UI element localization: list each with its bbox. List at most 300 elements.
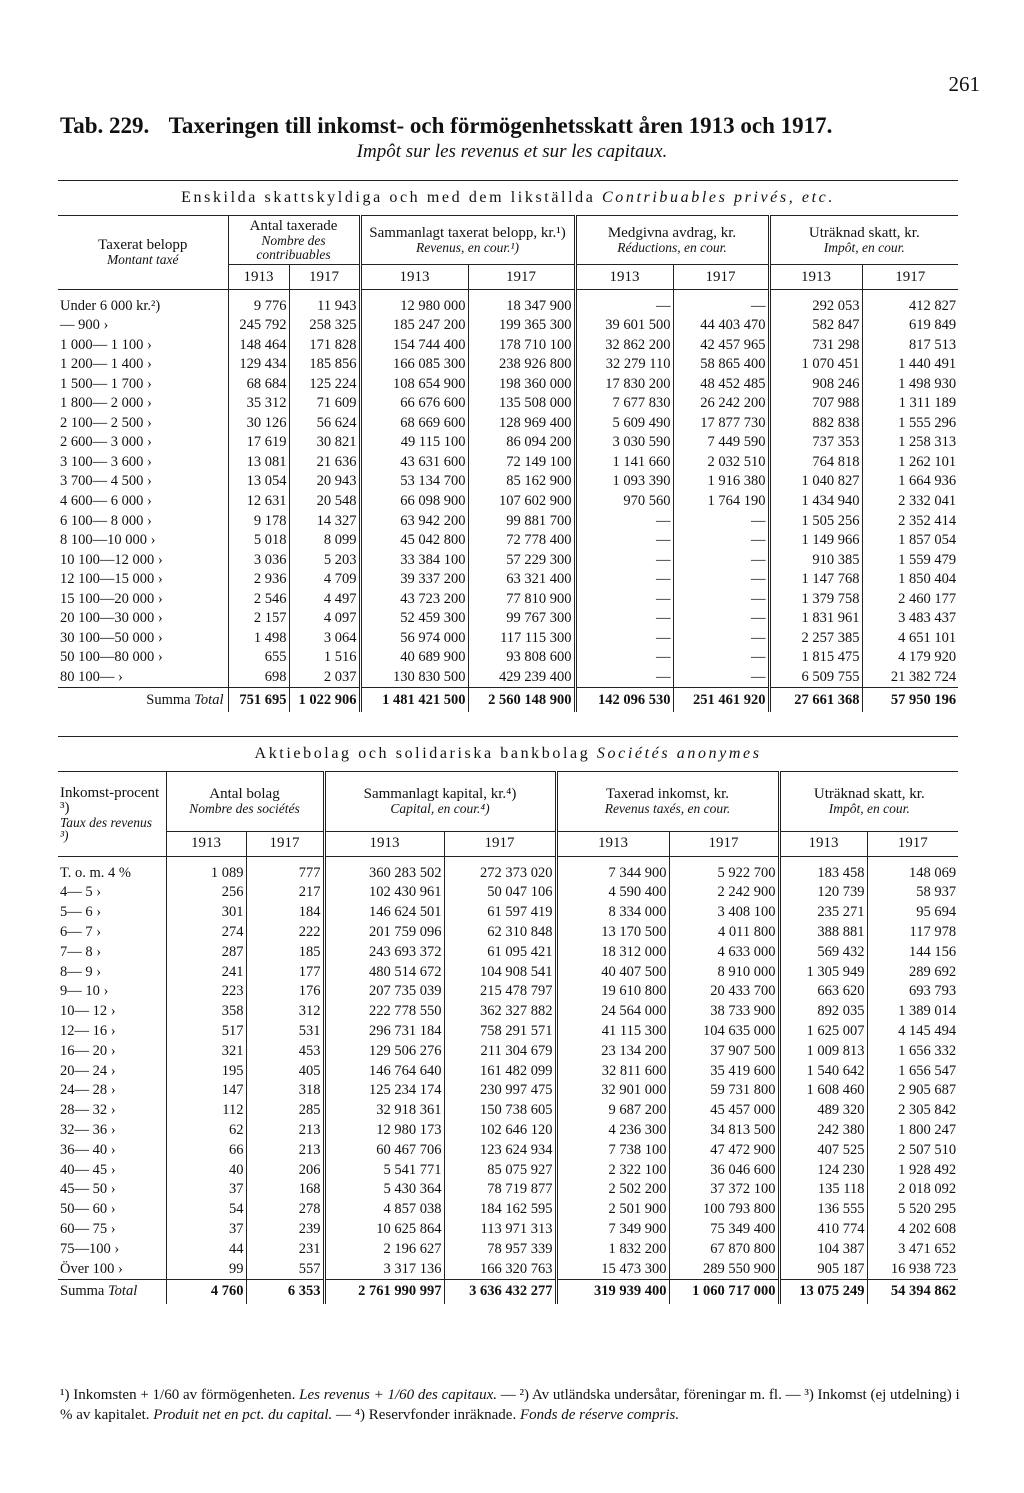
table-cell: 1 664 936: [862, 472, 958, 492]
table-cell: 146 624 501: [324, 903, 444, 923]
table-cell: 1 305 949: [779, 962, 867, 982]
year-header: 1913: [769, 265, 862, 290]
table-cell: 321: [166, 1041, 246, 1061]
table-cell: 13 081: [228, 452, 289, 472]
table-cell: 67 870 800: [669, 1239, 779, 1259]
table-cell: 2 905 687: [867, 1081, 958, 1101]
year-header: 1917: [673, 265, 769, 290]
table-cell: 217: [246, 883, 324, 903]
table-cell: 910 385: [769, 550, 862, 570]
table-cell: 1 831 961: [769, 609, 862, 629]
row-label: 50 100—80 000 ›: [60, 649, 163, 666]
year-header: 1917: [468, 265, 575, 290]
table-cell: 731 298: [769, 335, 862, 355]
table-cell: 3 317 136: [324, 1259, 444, 1279]
table-cell: 198 360 000: [468, 374, 575, 394]
table-cell: 296 731 184: [324, 1021, 444, 1041]
table-cell: 15 473 300: [556, 1259, 669, 1279]
table-cell: 10 625 864: [324, 1219, 444, 1239]
footnote-3-fr: Produit net en pct. du capital.: [153, 1407, 333, 1424]
table-cell: 1 089: [166, 857, 246, 883]
table-cell: 1 540 642: [779, 1061, 867, 1081]
table-cell: 12 631: [228, 491, 289, 511]
header-taxed-income: Taxerad inkomst, kr. Revenus taxés, en cour.: [556, 772, 779, 832]
table-cell: 3 408 100: [669, 903, 779, 923]
table-cell: —: [575, 648, 673, 668]
table-cell: —: [673, 609, 769, 629]
table-cell: 242 380: [779, 1120, 867, 1140]
summa-cell: 751 695: [228, 687, 289, 712]
table-row: [58, 883, 958, 903]
table-cell: 37 907 500: [669, 1041, 779, 1061]
table-cell: 78 957 339: [444, 1239, 556, 1259]
table-body: [58, 857, 958, 1280]
table-cell: 93 808 600: [468, 648, 575, 668]
table-cell: 129 434: [228, 355, 289, 375]
table-cell: 1 258 313: [862, 433, 958, 453]
table-cell: 100 793 800: [669, 1200, 779, 1220]
year-header: 1913: [779, 831, 867, 856]
table-cell: 86 094 200: [468, 433, 575, 453]
summa-label: Summa Total: [58, 687, 228, 712]
table-cell: 41 115 300: [556, 1021, 669, 1041]
table-cell: 4 179 920: [862, 648, 958, 668]
table-cell: 58 937: [867, 883, 958, 903]
table-cell: 4 011 800: [669, 922, 779, 942]
table-row: [58, 374, 958, 394]
table-cell: 318: [246, 1081, 324, 1101]
row-label: — 900 ›: [60, 317, 109, 334]
year-header: 1917: [669, 831, 779, 856]
table-cell: 292 053: [769, 290, 862, 316]
table-row: [58, 1101, 958, 1121]
summa-cell: 57 950 196: [862, 687, 958, 712]
header-company-count: Antal bolag Nombre des sociétés: [166, 772, 324, 832]
row-label: 36— 40 ›: [60, 1141, 116, 1158]
year-header: 1913: [324, 831, 444, 856]
table-cell: 1 505 256: [769, 511, 862, 531]
summa-cell: 251 461 920: [673, 687, 769, 712]
row-label: 8— 9 ›: [60, 963, 102, 980]
table-cell: 17 877 730: [673, 413, 769, 433]
table-cell: 35 419 600: [669, 1061, 779, 1081]
table-cell: 48 452 485: [673, 374, 769, 394]
row-label: 5— 6 ›: [60, 904, 102, 921]
table-cell: 59 731 800: [669, 1081, 779, 1101]
table-cell: 154 744 400: [360, 335, 468, 355]
table-cell: 905 187: [779, 1259, 867, 1279]
table-cell: 77 810 900: [468, 589, 575, 609]
table-cell: 44 403 470: [673, 316, 769, 336]
table-row: [58, 857, 958, 883]
table-cell: 557: [246, 1259, 324, 1279]
table-cell: 37 372 100: [669, 1180, 779, 1200]
table-cell: 272 373 020: [444, 857, 556, 883]
table-cell: 1 832 200: [556, 1239, 669, 1259]
row-label: 50— 60 ›: [60, 1201, 116, 1218]
table-cell: 1 434 940: [769, 491, 862, 511]
table-cell: 2 507 510: [867, 1140, 958, 1160]
row-label: 1 200— 1 400 ›: [60, 356, 152, 373]
row-label: 10— 12 ›: [60, 1003, 116, 1020]
table-cell: 99 767 300: [468, 609, 575, 629]
table-cell: 764 818: [769, 452, 862, 472]
summa-cell: 54 394 862: [867, 1279, 958, 1304]
table-cell: 61 597 419: [444, 903, 556, 923]
table-cell: 16 938 723: [867, 1259, 958, 1279]
table-cell: 7 344 900: [556, 857, 669, 883]
header-tax: Uträknad skatt, kr. Impôt, en cour.: [779, 772, 958, 832]
table-cell: 655: [228, 648, 289, 668]
table-companies: [58, 736, 958, 1304]
table-cell: 882 838: [769, 413, 862, 433]
table-cell: 30 821: [289, 433, 360, 453]
table-cell: 68 669 600: [360, 413, 468, 433]
table-row: [58, 982, 958, 1002]
table-cell: 206: [246, 1160, 324, 1180]
row-label: 1 800— 2 000 ›: [60, 395, 152, 412]
table-cell: 5 430 364: [324, 1180, 444, 1200]
table-cell: 569 432: [779, 942, 867, 962]
footnotes: [60, 1385, 960, 1426]
table-cell: 199 365 300: [468, 316, 575, 336]
table-row: [58, 589, 958, 609]
table-cell: 3 030 590: [575, 433, 673, 453]
table-cell: 4 497: [289, 589, 360, 609]
section-title: Aktiebolag och solidariska bankbolag Sociétés anonymes: [58, 737, 958, 772]
table-cell: 239: [246, 1219, 324, 1239]
table-cell: 129 506 276: [324, 1041, 444, 1061]
table-cell: —: [673, 511, 769, 531]
table-cell: 26 242 200: [673, 394, 769, 414]
header-deductions: Medgivna avdrag, kr. Réductions, en cour.: [575, 216, 769, 265]
header-amount: Taxerat belopp Montant taxé: [98, 237, 188, 268]
table-row: [58, 1081, 958, 1101]
table-cell: 388 881: [779, 922, 867, 942]
table-cell: 412 827: [862, 290, 958, 316]
table-cell: 18 312 000: [556, 942, 669, 962]
row-label: T. o. m. 4 %: [60, 864, 132, 881]
table-cell: 4 202 608: [867, 1219, 958, 1239]
summa-cell: 2 761 990 997: [324, 1279, 444, 1304]
table-cell: 1 440 491: [862, 355, 958, 375]
table-cell: 45 042 800: [360, 531, 468, 551]
table-cell: 4 145 494: [867, 1021, 958, 1041]
table-cell: 1 040 827: [769, 472, 862, 492]
table-cell: 18 347 900: [468, 290, 575, 316]
table-cell: —: [673, 531, 769, 551]
table-cell: 1 625 007: [779, 1021, 867, 1041]
table-cell: 53 134 700: [360, 472, 468, 492]
table-cell: 4 709: [289, 570, 360, 590]
table-cell: 405: [246, 1061, 324, 1081]
table-cell: 245 792: [228, 316, 289, 336]
table-cell: 817 513: [862, 335, 958, 355]
table-row: [58, 1219, 958, 1239]
table-cell: 2 332 041: [862, 491, 958, 511]
table-cell: 531: [246, 1021, 324, 1041]
row-label: 32— 36 ›: [60, 1122, 116, 1138]
summa-cell: 1 481 421 500: [360, 687, 468, 712]
table-cell: 1 009 813: [779, 1041, 867, 1061]
table-cell: 258 325: [289, 316, 360, 336]
table-cell: 2 502 200: [556, 1180, 669, 1200]
year-header: 1913: [360, 265, 468, 290]
row-label: 1 500— 1 700 ›: [60, 375, 152, 392]
table-cell: 1 800 247: [867, 1120, 958, 1140]
table-cell: 150 738 605: [444, 1101, 556, 1121]
footnote-1: ¹) Inkomsten + 1/60 av förmögenheten.: [60, 1387, 296, 1403]
table-cell: —: [673, 628, 769, 648]
table-cell: 63 942 200: [360, 511, 468, 531]
table-cell: 54: [166, 1200, 246, 1220]
table-cell: 2 322 100: [556, 1160, 669, 1180]
table-row: [58, 667, 958, 687]
table-cell: 75 349 400: [669, 1219, 779, 1239]
table-cell: 23 134 200: [556, 1041, 669, 1061]
table-cell: 185: [246, 942, 324, 962]
year-header: 1913: [166, 831, 246, 856]
summa-label: Summa Total: [58, 1279, 166, 1304]
table-cell: 1 656 332: [867, 1041, 958, 1061]
row-label: 16— 20 ›: [60, 1042, 116, 1059]
table-cell: 52 459 300: [360, 609, 468, 629]
table-cell: 201 759 096: [324, 922, 444, 942]
table-cell: 2 305 842: [867, 1101, 958, 1121]
table-cell: 1 916 380: [673, 472, 769, 492]
table-cell: 39 337 200: [360, 570, 468, 590]
table-cell: —: [575, 550, 673, 570]
table-cell: 4 097: [289, 609, 360, 629]
table-cell: 37: [166, 1180, 246, 1200]
table-cell: 72 778 400: [468, 531, 575, 551]
table-row: [58, 628, 958, 648]
table-cell: 24 564 000: [556, 1002, 669, 1022]
year-header: 1917: [444, 831, 556, 856]
table-cell: 2 157: [228, 609, 289, 629]
table-cell: 737 353: [769, 433, 862, 453]
table-cell: 4 236 300: [556, 1120, 669, 1140]
table-cell: 407 525: [779, 1140, 867, 1160]
table-cell: 184 162 595: [444, 1200, 556, 1220]
table-cell: 2 032 510: [673, 452, 769, 472]
table-row: [58, 648, 958, 668]
table-cell: 2 257 385: [769, 628, 862, 648]
table-cell: 1 149 966: [769, 531, 862, 551]
table-cell: 123 624 934: [444, 1140, 556, 1160]
table-cell: 32 811 600: [556, 1061, 669, 1081]
table-row: [58, 1259, 958, 1279]
table-cell: —: [575, 628, 673, 648]
table-cell: 698: [228, 667, 289, 687]
table-cell: 20 943: [289, 472, 360, 492]
table-row: [58, 290, 958, 316]
table-cell: —: [575, 667, 673, 687]
table-cell: 95 694: [867, 903, 958, 923]
table-cell: 21 382 724: [862, 667, 958, 687]
table-cell: 12 980 000: [360, 290, 468, 316]
table-cell: 241: [166, 962, 246, 982]
table-cell: 2 936: [228, 570, 289, 590]
table-row: [58, 1140, 958, 1160]
summa-cell: 3 636 432 277: [444, 1279, 556, 1304]
table-cell: 30 126: [228, 413, 289, 433]
row-label: 15 100—20 000 ›: [60, 590, 163, 607]
table-cell: 12 980 173: [324, 1120, 444, 1140]
table-cell: 130 830 500: [360, 667, 468, 687]
table-cell: 168: [246, 1180, 324, 1200]
page-number: 261: [948, 72, 980, 96]
table-cell: 60 467 706: [324, 1140, 444, 1160]
table-row: [58, 511, 958, 531]
summa-cell: 6 353: [246, 1279, 324, 1304]
table-cell: 14 327: [289, 511, 360, 531]
table-cell: 1 559 479: [862, 550, 958, 570]
table-cell: 7 677 830: [575, 394, 673, 414]
table-cell: —: [673, 550, 769, 570]
table-row: [58, 531, 958, 551]
table-cell: 301: [166, 903, 246, 923]
table-cell: 287: [166, 942, 246, 962]
table-cell: 183 458: [779, 857, 867, 883]
table-cell: 5 520 295: [867, 1200, 958, 1220]
table-cell: 1 555 296: [862, 413, 958, 433]
header-count: Antal taxerade Nombre des contribuables: [228, 216, 360, 265]
table-cell: 517: [166, 1021, 246, 1041]
table-cell: 1 498 930: [862, 374, 958, 394]
table-cell: 3 036: [228, 550, 289, 570]
table-cell: 166 085 300: [360, 355, 468, 375]
table-cell: 6 509 755: [769, 667, 862, 687]
table-cell: 1 498: [228, 628, 289, 648]
summa-cell: 4 760: [166, 1279, 246, 1304]
table-cell: 8 334 000: [556, 903, 669, 923]
summa-cell: 1 060 717 000: [669, 1279, 779, 1304]
table-cell: 176: [246, 982, 324, 1002]
table-cell: 1 141 660: [575, 452, 673, 472]
table-cell: 43 631 600: [360, 452, 468, 472]
table-cell: —: [575, 531, 673, 551]
row-label: 6 100— 8 000 ›: [60, 512, 152, 529]
table-cell: 1 379 758: [769, 589, 862, 609]
table-cell: 135 508 000: [468, 394, 575, 414]
table-cell: 453: [246, 1041, 324, 1061]
table-cell: 289 692: [867, 962, 958, 982]
table-cell: 40 689 900: [360, 648, 468, 668]
table-cell: 20 433 700: [669, 982, 779, 1002]
section-title: Enskilda skattskyldiga och med dem likställda Contribuables privés, etc.: [58, 181, 958, 216]
year-header: 1913: [575, 265, 673, 290]
row-label: 28— 32 ›: [60, 1102, 116, 1119]
table-cell: 144 156: [867, 942, 958, 962]
table-cell: 7 738 100: [556, 1140, 669, 1160]
table-row: [58, 1200, 958, 1220]
table-cell: 489 320: [779, 1101, 867, 1121]
page-title: [60, 113, 980, 139]
table-cell: 1 389 014: [867, 1002, 958, 1022]
table-row: [58, 433, 958, 453]
table-cell: 125 234 174: [324, 1081, 444, 1101]
table-cell: —: [673, 667, 769, 687]
table-cell: 71 609: [289, 394, 360, 414]
table-cell: 9 178: [228, 511, 289, 531]
table-cell: 33 384 100: [360, 550, 468, 570]
table-cell: 66 098 900: [360, 491, 468, 511]
table-cell: 43 723 200: [360, 589, 468, 609]
table-cell: 104 635 000: [669, 1021, 779, 1041]
table-cell: —: [575, 511, 673, 531]
row-label: 6— 7 ›: [60, 924, 102, 941]
table-cell: 99 881 700: [468, 511, 575, 531]
row-label: 2 100— 2 500 ›: [60, 414, 152, 431]
table-cell: 62: [166, 1120, 246, 1140]
table-cell: 7 349 900: [556, 1219, 669, 1239]
table-cell: 32 901 000: [556, 1081, 669, 1101]
table-cell: 184: [246, 903, 324, 923]
table-cell: 619 849: [862, 316, 958, 336]
table-cell: 213: [246, 1140, 324, 1160]
row-label: 80 100— ›: [60, 668, 123, 685]
table-cell: 17 830 200: [575, 374, 673, 394]
table-row: [58, 1041, 958, 1061]
table-cell: 99: [166, 1259, 246, 1279]
table-cell: 1 857 054: [862, 531, 958, 551]
year-header: 1913: [556, 831, 669, 856]
table-row: [58, 1180, 958, 1200]
table-row: [58, 570, 958, 590]
table-row: [58, 413, 958, 433]
table-row: [58, 394, 958, 414]
row-label: 60— 75 ›: [60, 1220, 116, 1237]
table-cell: 4 633 000: [669, 942, 779, 962]
table-cell: —: [575, 290, 673, 316]
table-cell: 222: [246, 922, 324, 942]
table-cell: 1 815 475: [769, 648, 862, 668]
table-cell: 5 541 771: [324, 1160, 444, 1180]
table-cell: 1 656 547: [867, 1061, 958, 1081]
row-label: Över 100 ›: [60, 1260, 123, 1277]
table-cell: 62 310 848: [444, 922, 556, 942]
table-cell: 360 283 502: [324, 857, 444, 883]
table-cell: 104 908 541: [444, 962, 556, 982]
table-cell: 289 550 900: [669, 1259, 779, 1279]
row-label: 20— 24 ›: [60, 1062, 116, 1079]
table-cell: 185 247 200: [360, 316, 468, 336]
table-cell: 758 291 571: [444, 1021, 556, 1041]
table-cell: 908 246: [769, 374, 862, 394]
table-row: [58, 1002, 958, 1022]
page-subtitle: Impôt sur les revenus et sur les capitaux.: [356, 141, 668, 162]
title-text: Taxeringen till inkomst- och förmögenhetsskatt åren 1913 och 1917.: [168, 113, 833, 138]
table-cell: 56 974 000: [360, 628, 468, 648]
summa-cell: 27 661 368: [769, 687, 862, 712]
table-cell: 66: [166, 1140, 246, 1160]
table-cell: 5 922 700: [669, 857, 779, 883]
table-cell: 2 352 414: [862, 511, 958, 531]
table-row: [58, 491, 958, 511]
table-cell: 102 646 120: [444, 1120, 556, 1140]
table-cell: 125 224: [289, 374, 360, 394]
table-cell: 2 196 627: [324, 1239, 444, 1259]
table-cell: 410 774: [779, 1219, 867, 1239]
table-cell: 124 230: [779, 1160, 867, 1180]
table-cell: 166 320 763: [444, 1259, 556, 1279]
summa-cell: 319 939 400: [556, 1279, 669, 1304]
year-header: 1917: [289, 265, 360, 290]
table-row: [58, 1120, 958, 1140]
table-cell: 1 262 101: [862, 452, 958, 472]
table-cell: 13 054: [228, 472, 289, 492]
